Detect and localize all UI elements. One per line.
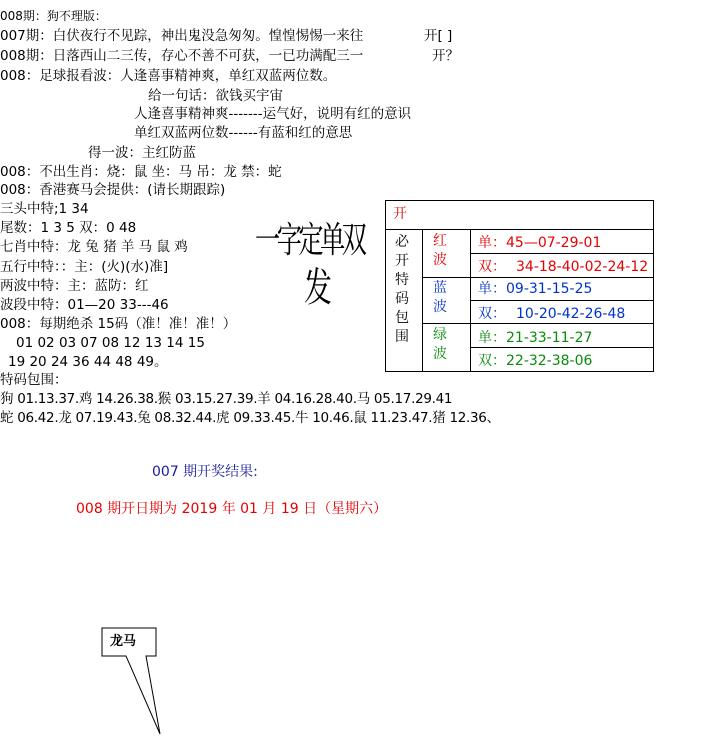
red-odd-row: 单：45—07-29-01 [478, 235, 602, 251]
green-odd-row: 单：21-33-11-27 [478, 330, 593, 346]
two-waves: 两波中特：主：蓝防：红 [0, 278, 149, 294]
kill-numbers-row-1: 01 02 03 07 08 12 13 14 15 [16, 335, 205, 351]
hint-line: 给一句话：欲钱买宇宙 [148, 88, 283, 104]
verse-line-008-tail: 开？ [432, 48, 459, 64]
source-line: 008：香港赛马会提供：(请长期跟踪) [0, 182, 226, 198]
red-even-row: 双： 34-18-40-02-24-12 [478, 259, 649, 275]
seven-zodiacs: 七肖中特：龙 兔 猪 羊 马 鼠 鸡 [0, 239, 188, 255]
blue-even-row: 双： 10-20-42-26-48 [478, 306, 626, 322]
red-wave-label: 红 波 [433, 233, 447, 268]
issue-title: 008期：狗不理版： [0, 9, 107, 23]
side-label: 必 开 特 码 包 围 [395, 234, 409, 345]
explain-line-1: 人逢喜事精神爽-------运气好，说明有红的意识 [134, 106, 412, 122]
blue-wave-label: 蓝 波 [433, 280, 447, 315]
verse-line-007-tail: 开[ ] [424, 28, 453, 44]
football-tip: 008：足球报看波：人逢喜事精神爽，单红双蓝两位数。 [0, 68, 337, 84]
special-row-1: 狗 01.13.37.鸡 14.26.38.猴 03.15.27.39.羊 04.16.28.40.马 05.17.29.41 [0, 391, 453, 407]
wave-hint: 得一波：主红防蓝 [88, 145, 196, 161]
kill-numbers-title: 008：每期绝杀 15码（准！准！准！） [0, 316, 237, 332]
table-header: 开 [393, 206, 407, 222]
head-numbers: 三头中特;1 34 [0, 201, 89, 217]
green-wave-label: 绿 波 [433, 327, 447, 362]
kill-numbers-row-2: 19 20 24 36 44 48 49。 [8, 354, 168, 370]
tail-numbers: 尾数：1 3 5 双：0 48 [0, 220, 137, 236]
verse-line-008: 008期：日落西山二三传，存心不善不可获，一已功满配三一 [0, 48, 364, 64]
draw-date: 008 期开日期为 2019 年 01 月 19 日（星期六） [76, 501, 388, 517]
five-elements: 五行中特：：主：(火)(水)准] [0, 259, 169, 275]
explain-line-2: 单红双蓝两位数------有蓝和红的意思 [134, 125, 353, 141]
wave-range: 波段中特：01—20 33---46 [0, 297, 169, 313]
handwritten-headline: 一字定单双 [255, 220, 364, 261]
handwritten-char: 发 [304, 265, 329, 311]
special-row-2: 蛇 06.42.龙 07.19.43.兔 08.32.44.虎 09.33.45.牛 10.46.鼠 11.23.47.猪 12.36、 [0, 410, 500, 426]
callout-label: 龙马 [110, 634, 137, 649]
blue-odd-row: 单：09-31-15-25 [478, 281, 593, 297]
results-title: 007 期开奖结果: [152, 464, 258, 480]
special-title: 特码包围： [0, 372, 68, 388]
verse-line-007: 007期：白伏夜行不见踪，神出鬼没急匆匆。惶惶惕惕一来往 [0, 28, 364, 44]
zodiac-exclusion: 008：不出生肖：烧：鼠 坐：马 吊：龙 禁：蛇 [0, 164, 282, 180]
green-even-row: 双：22-32-38-06 [478, 353, 593, 369]
